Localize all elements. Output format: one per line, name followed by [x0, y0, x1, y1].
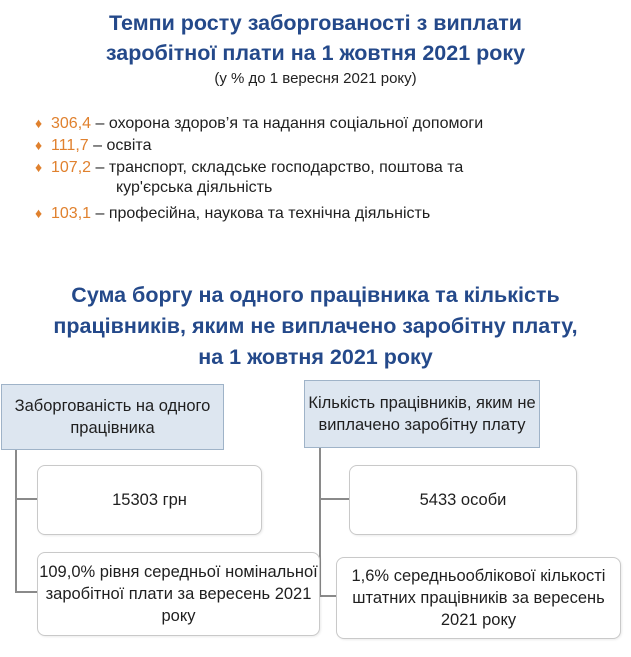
growth-label: – охорона здоров’я та надання соціальної допомоги: [95, 115, 484, 132]
workers-count-header: Кількість працівників, яким не виплачено заробітну плату: [304, 380, 540, 448]
diamond-bullet-icon: ♦: [35, 137, 43, 153]
growth-value: 107,2: [51, 159, 92, 176]
growth-label: – освіта: [93, 137, 152, 154]
growth-value: 306,4: [51, 115, 92, 132]
diamond-bullet-icon: ♦: [35, 115, 43, 131]
growth-item: [35, 203, 430, 224]
main-title-line1: Темпи росту заборгованості з виплати: [108, 11, 523, 35]
connector-left-vertical: [15, 448, 17, 592]
growth-item: [35, 113, 483, 134]
growth-value: 103,1: [51, 205, 92, 222]
diamond-bullet-icon: ♦: [35, 159, 43, 175]
growth-item: [35, 135, 151, 156]
diamond-bullet-icon: ♦: [35, 205, 43, 221]
debt-amount-box: 15303 грн: [37, 465, 262, 535]
section-title-line1: Сума боргу на одного працівника та кількість: [71, 283, 560, 307]
main-subtitle: (у % до 1 вересня 2021 року): [214, 70, 417, 87]
growth-label: – транспорт, складське господарство, поштова та: [95, 159, 464, 176]
connector-left-to-amount: [15, 498, 37, 500]
growth-item: [35, 157, 463, 198]
growth-value: 111,7: [51, 137, 89, 154]
connector-right-to-count: [319, 498, 349, 500]
connector-right-to-ratio: [319, 595, 336, 597]
growth-label-continued: кур'єрська діяльність: [116, 179, 273, 196]
workers-count-box: 5433 особи: [349, 465, 577, 535]
connector-left-to-ratio: [15, 591, 37, 593]
debt-ratio-box: 109,0% рівня середньої номінальної заробітної плати за вересень 2021 року: [37, 552, 320, 636]
section-title-line2: працівників, яким не виплачено заробітну плату,: [53, 314, 578, 338]
main-title-line2: заробітної плати на 1 жовтня 2021 року: [105, 41, 526, 65]
growth-label: – професійна, наукова та технічна діяльність: [95, 205, 431, 222]
workers-ratio-box: 1,6% середньооблікової кількості штатних працівників за вересень 2021 року: [336, 557, 621, 639]
section-title-line3: на 1 жовтня 2021 року: [198, 345, 433, 369]
debt-per-worker-header: Заборгованість на одного працівника: [1, 384, 224, 450]
